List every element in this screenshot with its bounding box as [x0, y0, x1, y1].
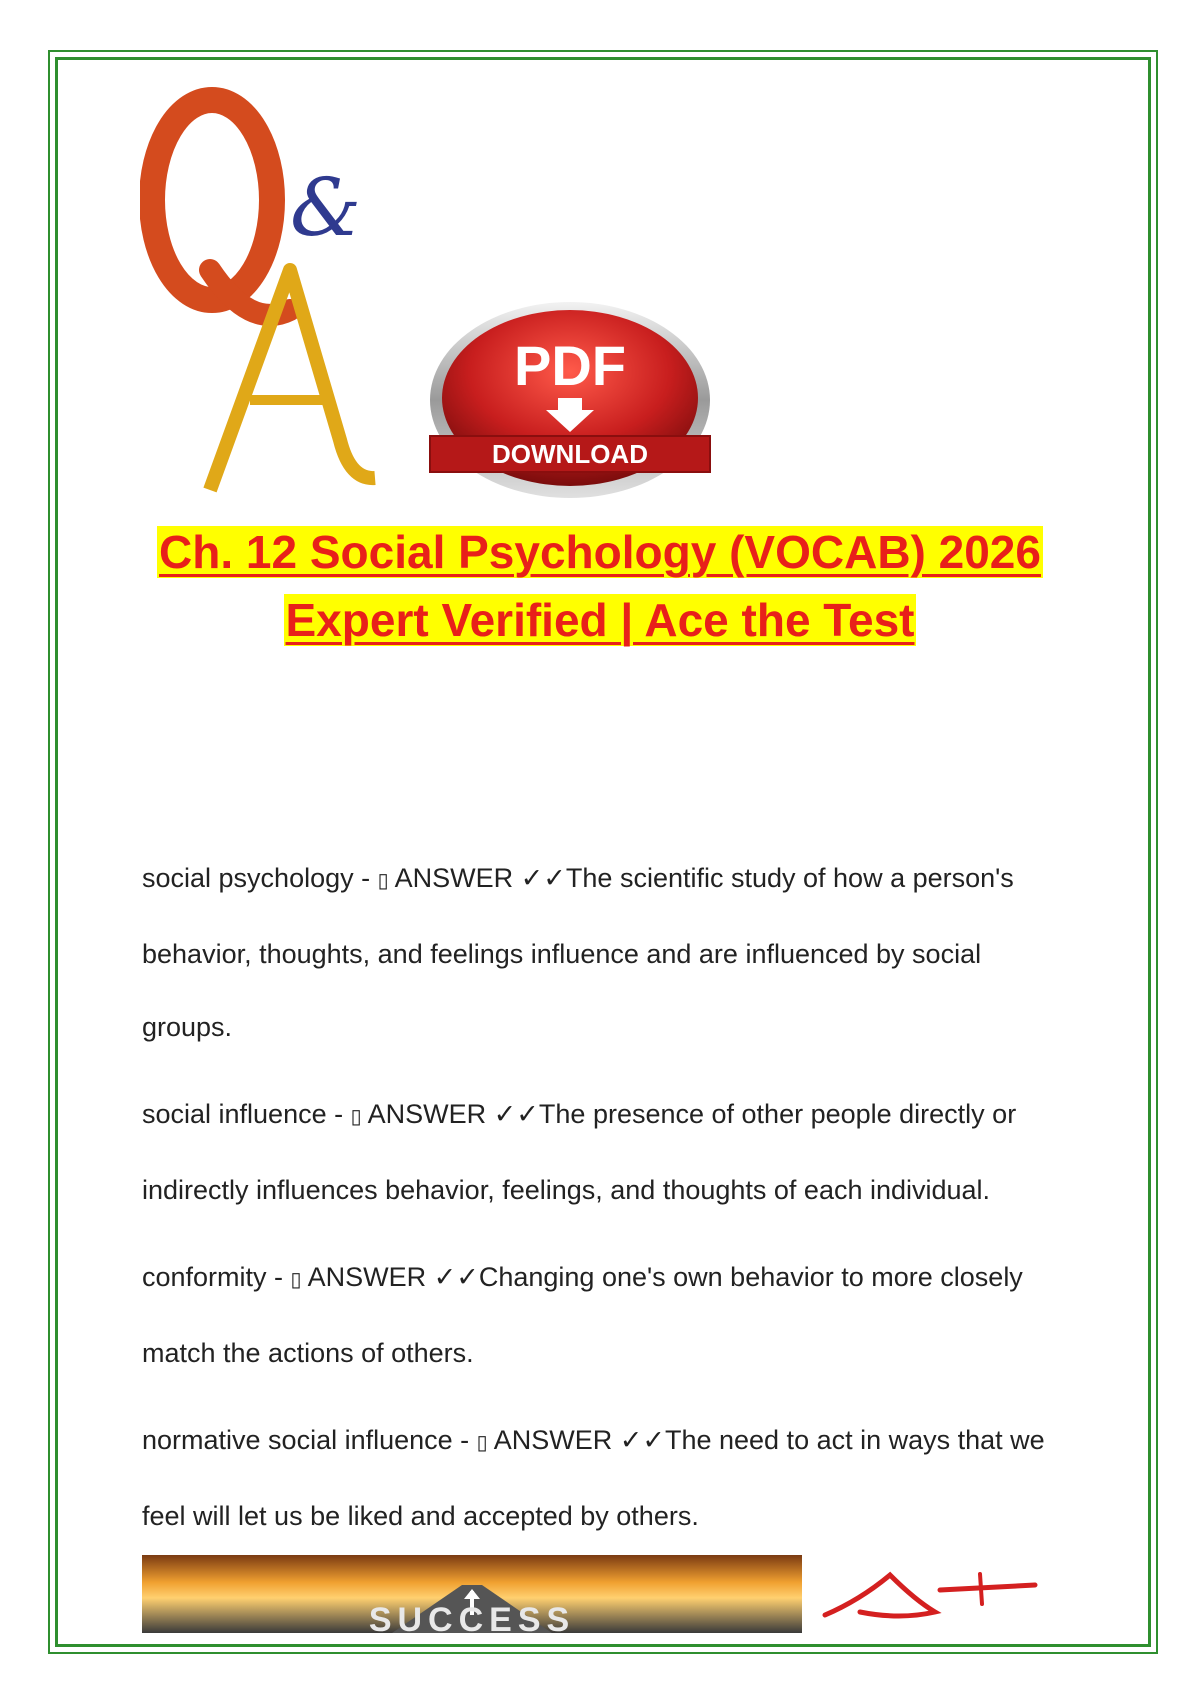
check-icon: ✓✓: [520, 863, 566, 893]
box-icon: ▯: [290, 1269, 302, 1291]
separator: -: [452, 1425, 477, 1455]
vocab-term: social psychology: [142, 863, 354, 893]
answer-label: ANSWER: [301, 1262, 434, 1292]
svg-text:&: &: [290, 161, 362, 254]
title-line-1: Ch. 12 Social Psychology (VOCAB) 2026: [159, 526, 1041, 578]
q-and-a-logo: [140, 80, 400, 510]
answer-label: ANSWER: [388, 863, 521, 893]
banner-text: SUCCESS: [368, 1601, 576, 1633]
check-icon: ✓✓: [493, 1099, 539, 1129]
vocab-term: social influence: [142, 1099, 327, 1129]
pdf-download-icon: [420, 300, 720, 505]
vocab-term: conformity: [142, 1262, 267, 1292]
answer-label: ANSWER: [361, 1099, 494, 1129]
separator: -: [266, 1262, 291, 1292]
vocab-answer: The need to act in ways that we feel will let us be liked and accepted by others.: [142, 1425, 1045, 1531]
title-line-2: Expert Verified | Ace the Test: [285, 594, 915, 646]
separator: -: [353, 863, 378, 893]
svg-text:PDF: PDF: [514, 334, 626, 397]
vocab-list: [142, 842, 1062, 1567]
vocab-entry: [142, 1241, 1062, 1390]
a-plus-icon: [820, 1560, 1050, 1630]
svg-text:DOWNLOAD: DOWNLOAD: [492, 439, 648, 469]
vocab-entry: [142, 842, 1062, 1064]
vocab-term: normative social influence: [142, 1425, 453, 1455]
success-banner-image: [142, 1555, 802, 1633]
vocab-answer: The presence of other people directly or indirectly influences behavior, feelings, and thoughts of each individual.: [142, 1099, 1017, 1205]
vocab-answer: Changing one's own behavior to more closely match the actions of others.: [142, 1262, 1023, 1368]
box-icon: ▯: [476, 1432, 488, 1454]
box-icon: ▯: [377, 870, 389, 892]
document-title: [100, 518, 1100, 654]
box-icon: ▯: [350, 1106, 362, 1128]
answer-label: ANSWER: [487, 1425, 620, 1455]
vocab-answer: The scientific study of how a person's behavior, thoughts, and feelings influence and are influenced by social groups.: [142, 863, 1014, 1042]
vocab-entry: [142, 1404, 1062, 1553]
separator: -: [326, 1099, 351, 1129]
check-icon: ✓✓: [433, 1262, 479, 1292]
vocab-entry: [142, 1078, 1062, 1227]
check-icon: ✓✓: [619, 1425, 665, 1455]
